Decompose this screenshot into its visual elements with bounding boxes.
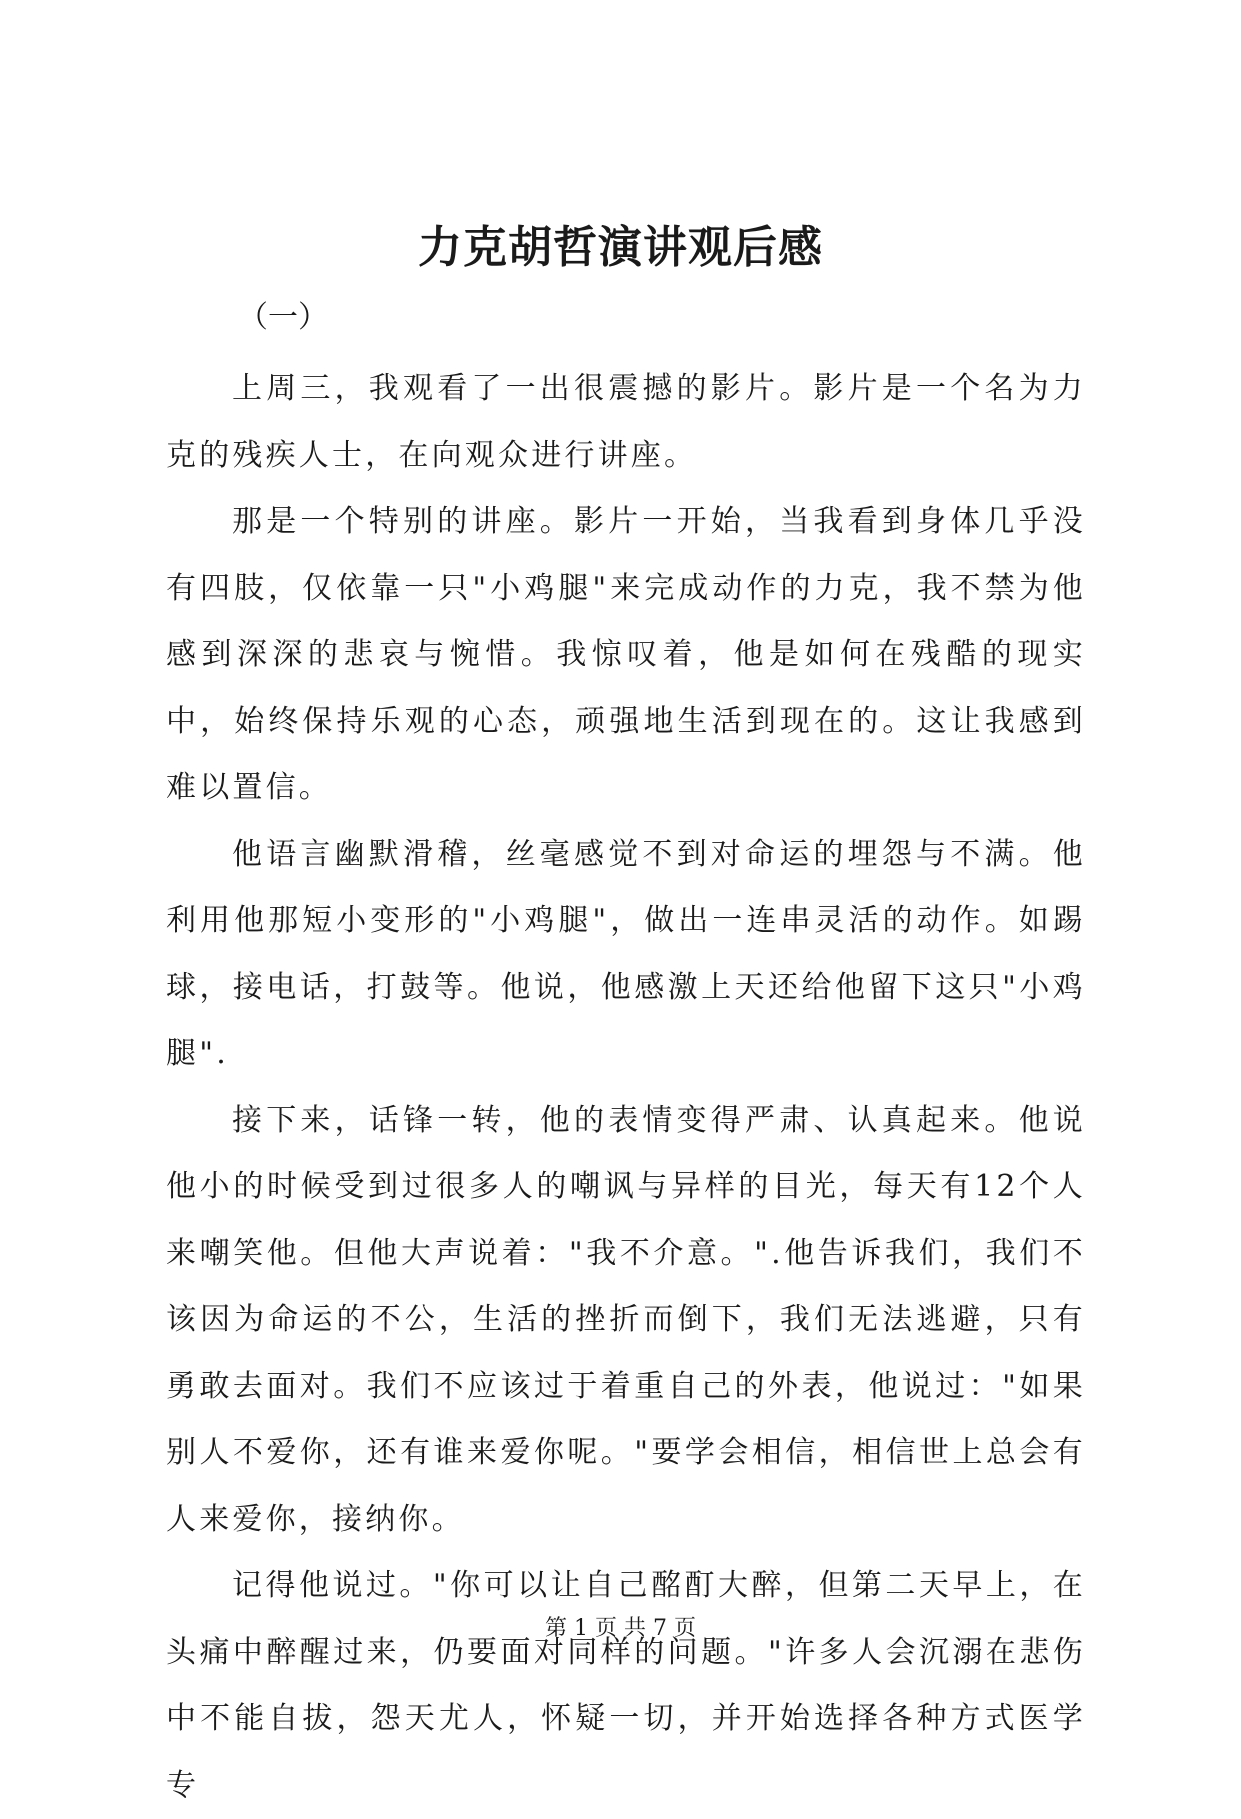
paragraph: 那是一个特别的讲座。影片一开始，当我看到身体几乎没有四肢，仅依靠一只"小鸡腿"来完成动作的力克，我不禁为他感到深深的悲哀与惋惜。我惊叹着，他是如何在残酷的现实中，始终保持乐观的心态，顽强地生活到现在的。这让我感到难以置信。 [166, 504, 1086, 805]
section-marker: （一） [238, 300, 328, 335]
paragraph: 上周三，我观看了一出很震撼的影片。影片是一个名为力克的残疾人士，在向观众进行讲座。 [166, 371, 1086, 473]
paragraph: 他语言幽默滑稽，丝毫感觉不到对命运的埋怨与不满。他利用他那短小变形的"小鸡腿"，做出一连串灵活的动作。如踢球，接电话，打鼓等。他说，他感激上天还给他留下这只"小鸡腿". [166, 836, 1086, 1071]
document-body [166, 356, 1086, 1819]
document-title: 力克胡哲演讲观后感 [418, 222, 823, 273]
page-number-footer: 第 1 页 共 7 页 [545, 1616, 696, 1641]
paragraph: 记得他说过。"你可以让自己酩酊大醉，但第二天早上，在头痛中醉醒过来，仍要面对同样的问题。"许多人会沉溺在悲伤中不能自拔，怨天尤人，怀疑一切，并开始选择各种方式医学专 [166, 1568, 1086, 1803]
paragraph: 接下来，话锋一转，他的表情变得严肃、认真起来。他说他小的时候受到过很多人的嘲讽与异样的目光，每天有12个人来嘲笑他。但他大声说着："我不介意。".他告诉我们，我们不该因为命运的不公，生活的挫折而倒下，我们无法逃避，只有勇敢去面对。我们不应该过于着重自己的外表，他说过："如果别人不爱你，还有谁来爱你呢。"要学会相信，相信世上总会有人来爱你，接纳你。 [166, 1102, 1086, 1537]
